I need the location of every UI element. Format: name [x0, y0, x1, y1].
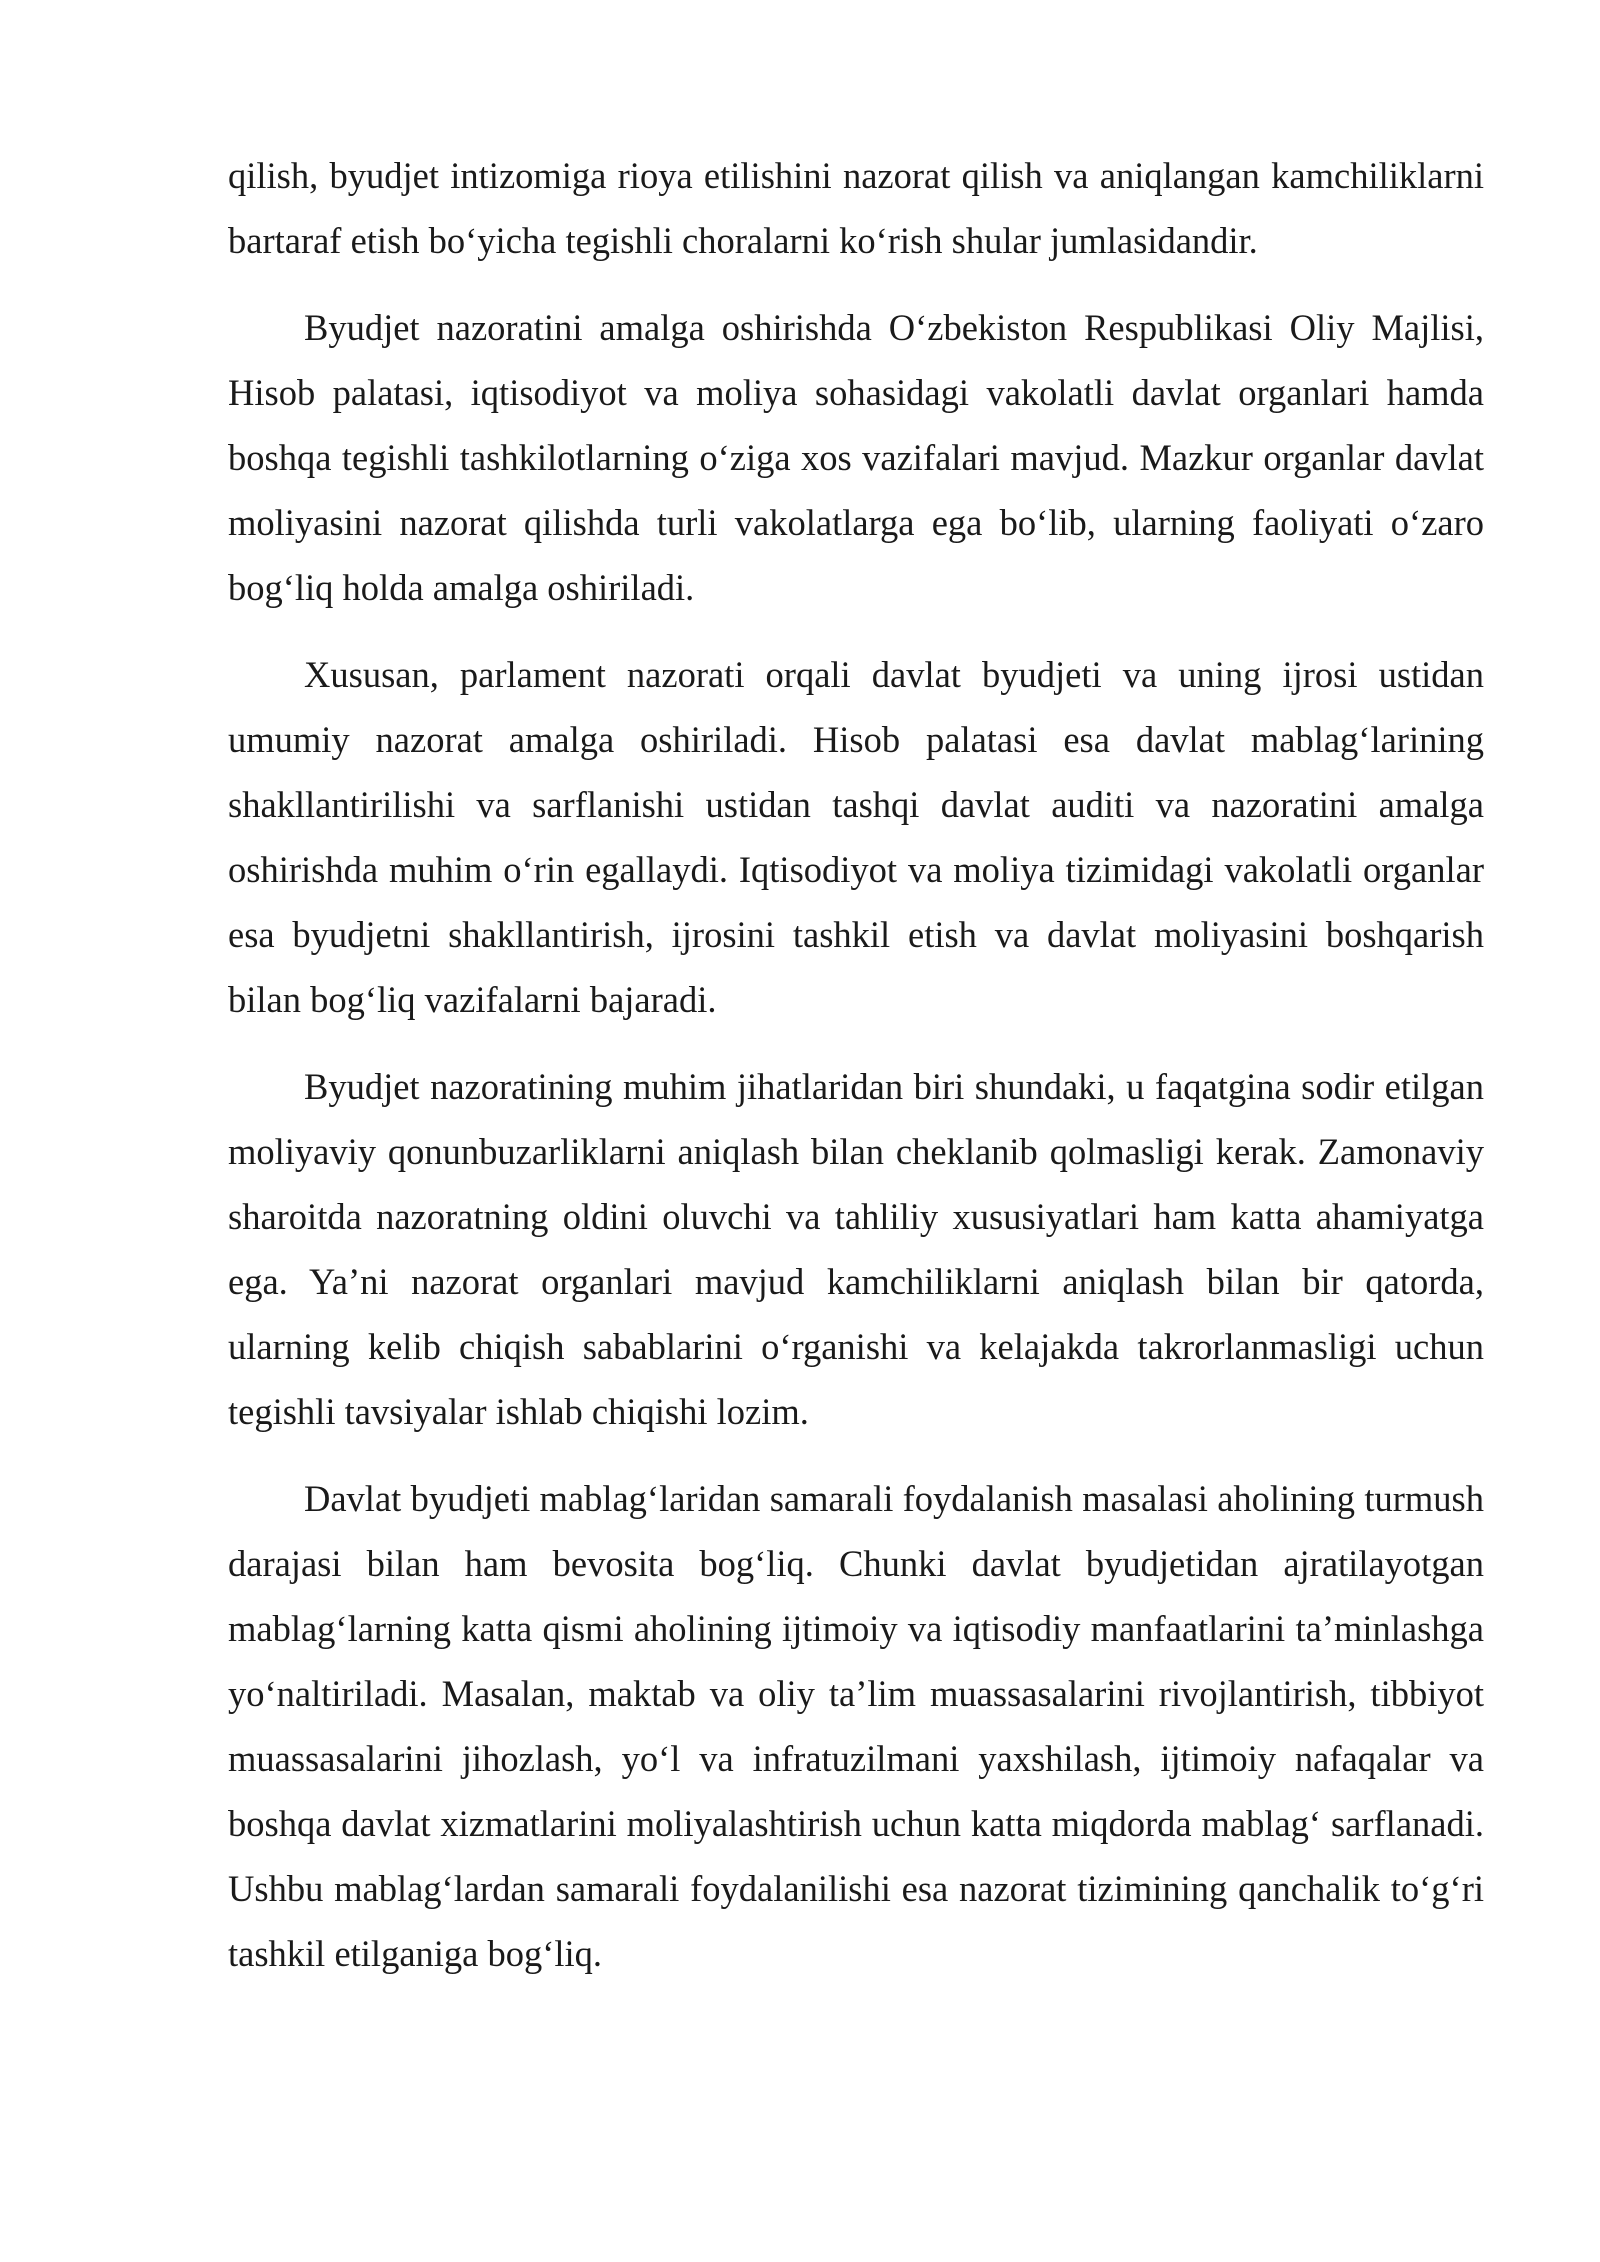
- document-body: [228, 143, 1484, 2008]
- paragraph-1: qilish, byudjet intizomiga rioya etilishini nazorat qilish va aniqlangan kamchiliklarni bartaraf etish bo‘yicha tegishli choralarni ko‘rish shular jumlasidandir.: [228, 155, 1484, 261]
- paragraph-2: Byudjet nazoratini amalga oshirishda O‘zbekiston Respublikasi Oliy Majlisi, Hisob palatasi, iqtisodiyot va moliya sohasidagi vakolatli davlat organlari hamda boshqa tegishli tashkilotlarning o‘ziga xos vazifalari mavjud. Mazkur organlar davlat moliyasini nazorat qilishda turli vakolatlarga ega bo‘lib, ularning faoliyati o‘zaro bog‘liq holda amalga oshiriladi.: [228, 307, 1484, 608]
- paragraph-5: Davlat byudjeti mablag‘laridan samarali foydalanish masalasi aholining turmush darajasi bilan ham bevosita bog‘liq. Chunki davlat byudjetidan ajratilayotgan mablag‘larning katta qismi aholining ijtimoiy va iqtisodiy manfaatlarini ta’minlashga yo‘naltiriladi. Masalan, maktab va oliy ta’lim muassasalarini rivojlantirish, tibbiyot muassasalarini jihozlash, yo‘l va infratuzilmani yaxshilash, ijtimoiy nafaqalar va boshqa davlat xizmatlarini moliyalashtirish uchun katta miqdorda mablag‘ sarflanadi. Ushbu mablag‘lardan samarali foydalanilishi esa nazorat tizimining qanchalik to‘g‘ri tashkil etilganiga bog‘liq.: [228, 1478, 1484, 1974]
- paragraph-4: Byudjet nazoratining muhim jihatlaridan biri shundaki, u faqatgina sodir etilgan moliyaviy qonunbuzarliklarni aniqlash bilan cheklanib qolmasligi kerak. Zamonaviy sharoitda nazoratning oldini oluvchi va tahliliy xususiyatlari ham katta ahamiyatga ega. Ya’ni nazorat organlari mavjud kamchiliklarni aniqlash bilan bir qatorda, ularning kelib chiqish sabablarini o‘rganishi va kelajakda takrorlanmasligi uchun tegishli tavsiyalar ishlab chiqishi lozim.: [228, 1066, 1484, 1432]
- paragraph-3: Xususan, parlament nazorati orqali davlat byudjeti va uning ijrosi ustidan umumiy nazorat amalga oshiriladi. Hisob palatasi esa davlat mablag‘larining shakllantirilishi va sarflanishi ustidan tashqi davlat auditi va nazoratini amalga oshirishda muhim o‘rin egallaydi. Iqtisodiyot va moliya tizimidagi vakolatli organlar esa byudjetni shakllantirish, ijrosini tashkil etish va davlat moliyasini boshqarish bilan bog‘liq vazifalarni bajaradi.: [228, 654, 1484, 1020]
